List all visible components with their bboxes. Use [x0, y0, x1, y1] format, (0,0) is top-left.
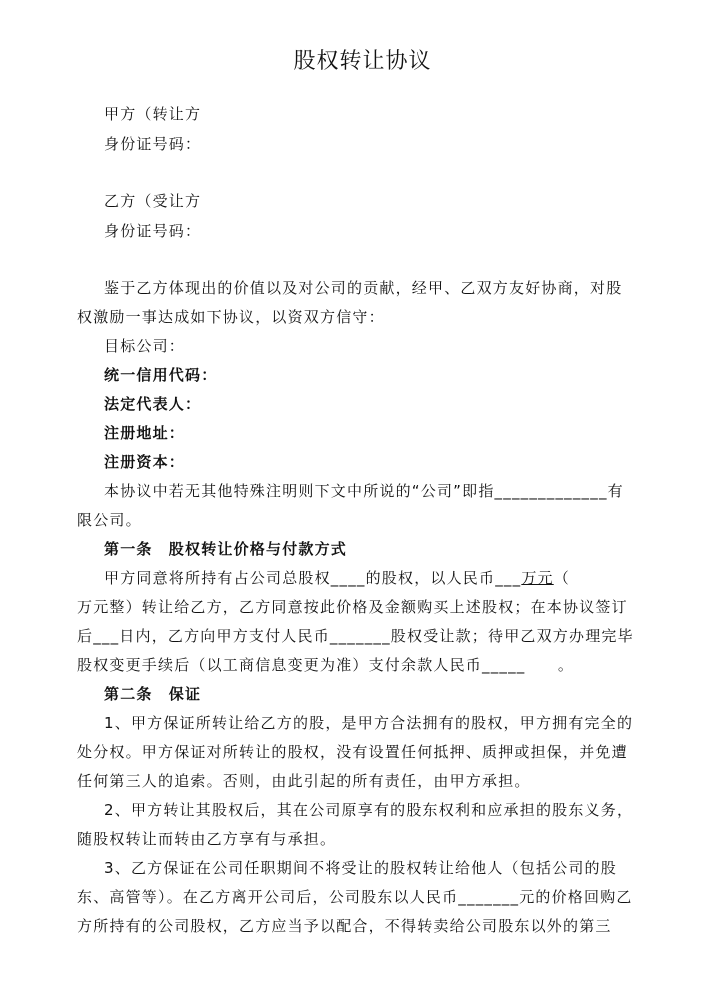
article-1-heading: 第一条 股权转让价格与付款方式 — [104, 540, 348, 558]
article-2-p1-line-3: 任何第三人的追索。否则，由此引起的所有责任，由甲方承担。 — [77, 772, 531, 790]
article-2-p3-line-3: 方所持有的公司股权，乙方应当予以配合，不得转卖给公司股东以外的第三 — [77, 917, 612, 935]
party-a-id-label: 身份证号码： — [104, 135, 202, 153]
article-1-line-4: 股权变更手续后（以工商信息变更为准）支付余款人民币_____ 。 — [77, 656, 575, 674]
definition-line-2: 限公司。 — [77, 511, 142, 529]
document-title: 股权转让协议 — [293, 49, 432, 74]
party-a-label: 甲方（转让方 — [104, 105, 202, 123]
article-2-p2-line-2: 随股权转让而转由乙方享有与承担。 — [77, 830, 337, 848]
capital-label: 注册资本： — [104, 453, 186, 471]
legal-rep-label: 法定代表人： — [104, 395, 202, 413]
credit-code-label: 统一信用代码： — [104, 366, 218, 384]
article-2-p2-line-1: 2、甲方转让其股权后，其在公司原享有的股东权利和应承担的股东义务， — [104, 801, 634, 819]
article-2-p1-line-1: 1、甲方保证所转让给乙方的股，是甲方合法拥有的股权，甲方拥有完全的 — [104, 714, 634, 732]
article-2-heading: 第二条 保证 — [104, 685, 202, 703]
party-b-label: 乙方（受让方 — [104, 192, 202, 210]
article-2-p3-line-1: 3、乙方保证在公司任职期间不将受让的股权转让给他人（包括公司的股 — [104, 859, 617, 877]
definition-line-1: 本协议中若无其他特殊注明则下文中所说的“公司”即指_____________有 — [104, 482, 624, 500]
target-company-label: 目标公司： — [104, 337, 186, 355]
party-b-id-label: 身份证号码： — [104, 222, 202, 240]
preamble-line-1: 鉴于乙方体现出的价值以及对公司的贡献，经甲、乙双方友好协商，对股 — [104, 279, 623, 297]
article-1-line-1: 甲方同意将所持有占公司总股权____的股权，以人民币___万元（ — [104, 569, 570, 587]
article-1-line-3: 后___日内，乙方向甲方支付人民币_______股权受让款；待甲乙双方办理完毕 — [77, 627, 634, 645]
article-2-p1-line-2: 处分权。甲方保证对所转让的股权，没有设置任何抵押、质押或担保，并免遭 — [77, 743, 628, 761]
preamble-line-2: 权激励一事达成如下协议，以资双方信守： — [77, 308, 385, 326]
article-1-line-2: 万元整）转让给乙方，乙方同意按此价格及金额购买上述股权；在本协议签订 — [77, 598, 628, 616]
address-label: 注册地址： — [104, 424, 186, 442]
article-2-p3-line-2: 东、高管等）。在乙方离开公司后，公司股东以人民币_______元的价格回购乙 — [77, 888, 633, 906]
